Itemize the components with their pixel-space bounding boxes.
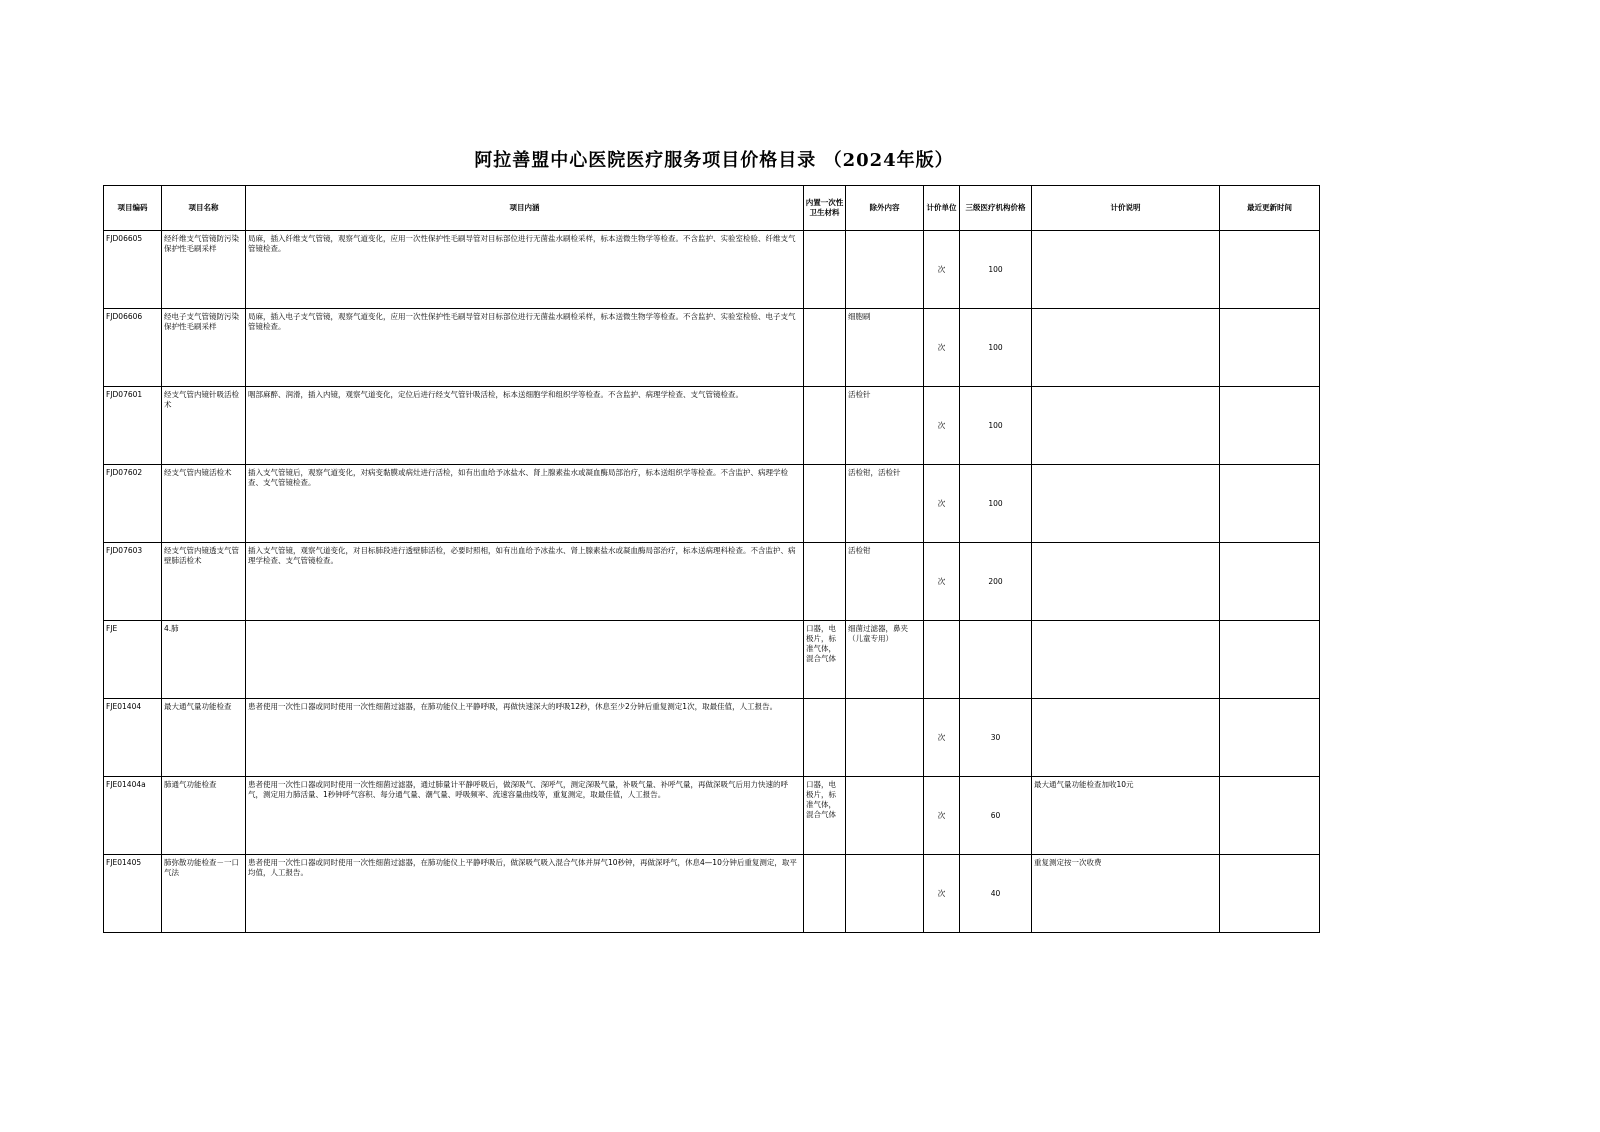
cell-code: FJD07602: [104, 465, 162, 543]
cell-note: 最大通气量功能检查加收10元: [1032, 777, 1220, 855]
cell-name: 肺弥散功能检查－一口气法: [162, 855, 246, 933]
cell-code: FJD06605: [104, 231, 162, 309]
cell-material: [804, 387, 846, 465]
cell-excluded: [846, 855, 924, 933]
cell-code: FJD07601: [104, 387, 162, 465]
cell-note: [1032, 387, 1220, 465]
cell-note: [1032, 621, 1220, 699]
cell-content: 患者使用一次性口器或同时使用一次性细菌过滤器，通过肺量计平静呼吸后，做深吸气、深呼气，测定深吸气量，补吸气量、补呼气量，再做深吸气后用力快速的呼气，测定用力肺活量、1秒钟呼气容积、每分通气量、潮气量、呼吸频率、流速容量曲线等，重复测定，取最佳值，人工报告。: [246, 777, 804, 855]
cell-content: 患者使用一次性口器或同时使用一次性细菌过滤器，在肺功能仪上平静呼吸，再做快速深大的呼吸12秒，休息至少2分钟后重复测定1次，取最佳值，人工报告。: [246, 699, 804, 777]
cell-updated: [1220, 777, 1320, 855]
cell-unit: 次: [924, 465, 960, 543]
cell-material: [804, 465, 846, 543]
cell-unit: 次: [924, 699, 960, 777]
table-row: [104, 309, 1320, 387]
table-row: [104, 699, 1320, 777]
col-header: 最近更新时间: [1220, 186, 1320, 231]
cell-code: FJE: [104, 621, 162, 699]
cell-code: FJD07603: [104, 543, 162, 621]
cell-name: 经支气管内镜透支气管壁肺活检术: [162, 543, 246, 621]
cell-material: [804, 543, 846, 621]
cell-price: [960, 621, 1032, 699]
col-header: 内置一次性卫生材料: [804, 186, 846, 231]
cell-updated: [1220, 465, 1320, 543]
table-row: [104, 231, 1320, 309]
table-row: [104, 855, 1320, 933]
cell-excluded: [846, 231, 924, 309]
cell-note: [1032, 231, 1220, 309]
cell-price: 30: [960, 699, 1032, 777]
cell-material: [804, 699, 846, 777]
cell-content: 咽部麻醉、润滑，插入内镜，观察气道变化，定位后进行经支气管针吸活检，标本送细胞学和组织学等检查。不含监护、病理学检查、支气管镜检查。: [246, 387, 804, 465]
cell-price: 100: [960, 309, 1032, 387]
cell-note: 重复测定按一次收费: [1032, 855, 1220, 933]
cell-content: 局麻，插入电子支气管镜，观察气道变化，应用一次性保护性毛刷导管对目标部位进行无菌盐水刷检采样，标本送微生物学等检查。不含监护、实验室检验、电子支气管镜检查。: [246, 309, 804, 387]
cell-price: 100: [960, 387, 1032, 465]
table-row: [104, 387, 1320, 465]
cell-unit: 次: [924, 387, 960, 465]
cell-price: 100: [960, 465, 1032, 543]
cell-excluded: [846, 777, 924, 855]
cell-content: 插入支气管镜后，观察气道变化，对病变黏膜或病灶进行活检，如有出血给予冰盐水、肾上腺素盐水或凝血酶局部治疗，标本送组织学等检查。不含监护、病理学检查、支气管镜检查。: [246, 465, 804, 543]
col-header: 项目名称: [162, 186, 246, 231]
cell-content: 插入支气管镜，观察气道变化，对目标肺段进行透壁肺活检，必要时照相，如有出血给予冰盐水、肾上腺素盐水或凝血酶局部治疗，标本送病理科检查。不含监护、病理学检查、支气管镜检查。: [246, 543, 804, 621]
cell-unit: 次: [924, 231, 960, 309]
cell-price: 60: [960, 777, 1032, 855]
cell-excluded: 活检钳，活检针: [846, 465, 924, 543]
col-header: 项目内涵: [246, 186, 804, 231]
table-row: [104, 543, 1320, 621]
cell-excluded: 活检钳: [846, 543, 924, 621]
cell-content: 局麻，插入纤维支气管镜，观察气道变化，应用一次性保护性毛刷导管对目标部位进行无菌盐水刷检采样，标本送微生物学等检查。不含监护、实验室检验、纤维支气管镜检查。: [246, 231, 804, 309]
cell-name: 经电子支气管镜防污染保护性毛刷采样: [162, 309, 246, 387]
cell-price: 100: [960, 231, 1032, 309]
cell-material: [804, 855, 846, 933]
cell-updated: [1220, 699, 1320, 777]
cell-name: 经支气管内镜针吸活检术: [162, 387, 246, 465]
col-header: 三级医疗机构价格: [960, 186, 1032, 231]
cell-content: 患者使用一次性口器或同时使用一次性细菌过滤器，在肺功能仪上平静呼吸后，做深吸气吸入混合气体并屏气10秒钟，再做深呼气，休息4—10分钟后重复测定，取平均值，人工报告。: [246, 855, 804, 933]
header-row: [104, 186, 1320, 231]
cell-updated: [1220, 855, 1320, 933]
cell-name: 经纤维支气管镜防污染保护性毛刷采样: [162, 231, 246, 309]
cell-excluded: 细胞刷: [846, 309, 924, 387]
cell-note: [1032, 309, 1220, 387]
cell-price: 200: [960, 543, 1032, 621]
cell-note: [1032, 465, 1220, 543]
col-header: 项目编码: [104, 186, 162, 231]
col-header: 除外内容: [846, 186, 924, 231]
cell-unit: [924, 621, 960, 699]
cell-code: FJD06606: [104, 309, 162, 387]
cell-code: FJE01404a: [104, 777, 162, 855]
cell-name: 4.肺: [162, 621, 246, 699]
cell-updated: [1220, 621, 1320, 699]
cell-unit: 次: [924, 309, 960, 387]
cell-name: 经支气管内镜活检术: [162, 465, 246, 543]
cell-updated: [1220, 309, 1320, 387]
cell-name: 最大通气量功能检查: [162, 699, 246, 777]
cell-excluded: 活检针: [846, 387, 924, 465]
cell-note: [1032, 543, 1220, 621]
cell-content: [246, 621, 804, 699]
cell-updated: [1220, 543, 1320, 621]
cell-price: 40: [960, 855, 1032, 933]
cell-material: [804, 309, 846, 387]
col-header: 计价单位: [924, 186, 960, 231]
cell-note: [1032, 699, 1220, 777]
cell-name: 肺通气功能检查: [162, 777, 246, 855]
cell-material: 口器，电极片，标准气体，混合气体: [804, 621, 846, 699]
cell-code: FJE01404: [104, 699, 162, 777]
page-title: 阿拉善盟中心医院医疗服务项目价格目录 （2024年版）: [474, 150, 954, 171]
table-row: [104, 621, 1320, 699]
cell-updated: [1220, 387, 1320, 465]
price-table: [103, 185, 1320, 933]
cell-excluded: 细菌过滤器，鼻夹（儿童专用）: [846, 621, 924, 699]
cell-updated: [1220, 231, 1320, 309]
cell-excluded: [846, 699, 924, 777]
table-row: [104, 777, 1320, 855]
cell-unit: 次: [924, 543, 960, 621]
table-row: [104, 465, 1320, 543]
cell-unit: 次: [924, 777, 960, 855]
cell-code: FJE01405: [104, 855, 162, 933]
cell-unit: 次: [924, 855, 960, 933]
col-header: 计价说明: [1032, 186, 1220, 231]
cell-material: [804, 231, 846, 309]
cell-material: 口器，电极片，标准气体，混合气体: [804, 777, 846, 855]
